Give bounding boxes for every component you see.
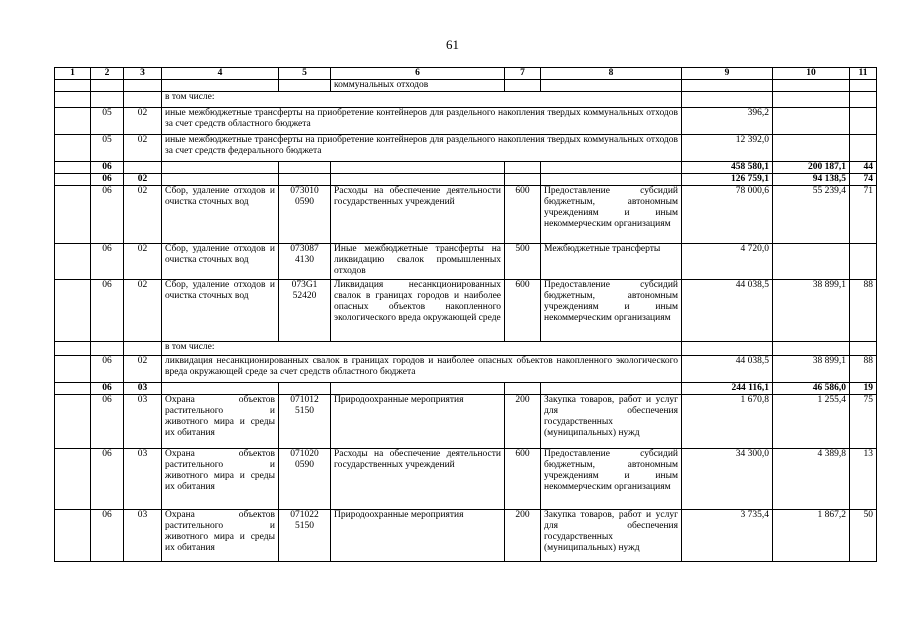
table-row: [55, 186, 877, 244]
table-row: [55, 92, 877, 108]
cell-value-9: 44 038,5: [682, 280, 773, 342]
cell-value-11: 44: [850, 162, 877, 174]
cell-purpose: Сбор, удаление отходов и очистка сточных вод: [162, 244, 279, 280]
cell-value-9: 396,2: [682, 108, 773, 135]
cell-value-10: 1 867,2: [773, 510, 850, 562]
cell-value-11: 13: [850, 449, 877, 510]
cell-code: 073G1 52420: [279, 280, 331, 342]
cell-section: 05: [91, 108, 124, 135]
cell-type: 600: [505, 449, 541, 510]
cell-value-9: 244 116,1: [682, 383, 773, 395]
cell-value-11: 88: [850, 356, 877, 383]
cell-subsection: 02: [124, 186, 162, 244]
cell-value-11: 71: [850, 186, 877, 244]
table-row: [55, 162, 877, 174]
cell-purpose: Сбор, удаление отходов и очистка сточных вод: [162, 186, 279, 244]
cell-value-10: 55 239,4: [773, 186, 850, 244]
cell-value-11: 88: [850, 280, 877, 342]
cell-section: 06: [91, 186, 124, 244]
row-text: в том числе:: [162, 342, 682, 356]
cell-value-9: 12 392,0: [682, 135, 773, 162]
cell-type-name: Закупка товаров, работ и услуг для обеспечения государственных (муниципальных) нужд: [541, 510, 682, 562]
cell-type: 200: [505, 395, 541, 449]
cell-value-10: 1 255,4: [773, 395, 850, 449]
row-text: в том числе:: [162, 92, 682, 108]
header-cell: 1: [55, 68, 91, 80]
cell-value-9: 34 300,0: [682, 449, 773, 510]
cell-subsection: 02: [124, 356, 162, 383]
page-number: 61: [446, 37, 459, 52]
cell-value-9: 1 670,8: [682, 395, 773, 449]
cell-code: 071022 5150: [279, 510, 331, 562]
cell-value-9: 3 735,4: [682, 510, 773, 562]
cell-section: 06: [91, 395, 124, 449]
table-row: [55, 449, 877, 510]
row-text: иные межбюджетные трансферты на приобретение контейнеров для раздельного накопления твердых коммунальных отходов за счет средств федерального бюджета: [162, 135, 682, 162]
header-cell: 10: [773, 68, 850, 80]
cell-expense: Природоохранные мероприятия: [331, 510, 505, 562]
cell-type: 200: [505, 510, 541, 562]
cell-expense: Расходы на обеспечение деятельности государственных учреждений: [331, 449, 505, 510]
header-cell: 11: [850, 68, 877, 80]
cell-value-9: 126 759,1: [682, 174, 773, 186]
cell-section: 06: [91, 244, 124, 280]
cell-subsection: 03: [124, 395, 162, 449]
table-row: [55, 280, 877, 342]
cell-value-9: 4 720,0: [682, 244, 773, 280]
cell-expense: Ликвидация несанкционированных свалок в границах городов и наиболее опасных объектов накопленного экологического вреда окружающей среде: [331, 280, 505, 342]
header-cell: 2: [91, 68, 124, 80]
table-row: [55, 395, 877, 449]
cell-section: 06: [91, 174, 124, 186]
cell-value-9: 458 580,1: [682, 162, 773, 174]
cell-section: 06: [91, 510, 124, 562]
table-row: [55, 135, 877, 162]
cell-subsection: 02: [124, 108, 162, 135]
cell-type-name: Предоставление субсидий бюджетным, автономным учреждениям и иным некоммерческим организациям: [541, 186, 682, 244]
cell-section: 06: [91, 356, 124, 383]
cell-code: 073010 0590: [279, 186, 331, 244]
table-row: [55, 383, 877, 395]
cell-section: 06: [91, 449, 124, 510]
row-text: иные межбюджетные трансферты на приобретение контейнеров для раздельного накопления твердых коммунальных отходов за счет средств областного бюджета: [162, 108, 682, 135]
cell-value-10: 46 586,0: [773, 383, 850, 395]
cell-section: 06: [91, 162, 124, 174]
header-cell: 4: [162, 68, 279, 80]
cell-subsection: 03: [124, 383, 162, 395]
table-row: [55, 80, 877, 92]
header-cell: 6: [331, 68, 505, 80]
cell-subsection: 02: [124, 135, 162, 162]
cell-purpose: Сбор, удаление отходов и очистка сточных вод: [162, 280, 279, 342]
cell-value-11: 74: [850, 174, 877, 186]
cell-subsection: 02: [124, 280, 162, 342]
cell-value-9: 78 000,6: [682, 186, 773, 244]
cell-section: 06: [91, 383, 124, 395]
cell-value-10: 200 187,1: [773, 162, 850, 174]
header-cell: 5: [279, 68, 331, 80]
cell-section: 05: [91, 135, 124, 162]
cell-type-name: Межбюджетные трансферты: [541, 244, 682, 280]
header-cell: 7: [505, 68, 541, 80]
cell-type-name: Предоставление субсидий бюджетным, автономным учреждениям и иным некоммерческим организациям: [541, 449, 682, 510]
cell-value-11: 50: [850, 510, 877, 562]
cell-subsection: 03: [124, 510, 162, 562]
row-text: ликвидация несанкционированных свалок в границах городов и наиболее опасных объектов накопленного экологического вреда окружающей среде за счет средств областного бюджета: [162, 356, 682, 383]
table-header-row: [55, 68, 877, 80]
table-row: [55, 174, 877, 186]
cell-subsection: 02: [124, 174, 162, 186]
header-cell: 3: [124, 68, 162, 80]
cell-value-11: 75: [850, 395, 877, 449]
cell-type: 500: [505, 244, 541, 280]
cell-subsection: 02: [124, 244, 162, 280]
cell-purpose: Охрана объектов растительного и животного мира и среды их обитания: [162, 395, 279, 449]
cell-value-10: 38 899,1: [773, 280, 850, 342]
row-text: коммунальных отходов: [331, 80, 505, 92]
header-cell: 8: [541, 68, 682, 80]
cell-subsection: 03: [124, 449, 162, 510]
table-row: [55, 244, 877, 280]
cell-value-10: 4 389,8: [773, 449, 850, 510]
cell-type: 600: [505, 280, 541, 342]
budget-table: [54, 67, 877, 562]
cell-purpose: Охрана объектов растительного и животного мира и среды их обитания: [162, 510, 279, 562]
cell-expense: Иные межбюджетные трансферты на ликвидацию свалок промышленных отходов: [331, 244, 505, 280]
cell-type: 600: [505, 186, 541, 244]
cell-expense: Природоохранные мероприятия: [331, 395, 505, 449]
cell-value-11: 19: [850, 383, 877, 395]
table-row: [55, 342, 877, 356]
table-row: [55, 108, 877, 135]
cell-value-10: 38 899,1: [773, 356, 850, 383]
cell-type-name: Закупка товаров, работ и услуг для обеспечения государственных (муниципальных) нужд: [541, 395, 682, 449]
cell-value-10: 94 138,5: [773, 174, 850, 186]
cell-code: 073087 4130: [279, 244, 331, 280]
cell-code: 071012 5150: [279, 395, 331, 449]
cell-value-9: 44 038,5: [682, 356, 773, 383]
cell-type-name: Предоставление субсидий бюджетным, автономным учреждениям и иным некоммерческим организациям: [541, 280, 682, 342]
cell-section: 06: [91, 280, 124, 342]
table-row: [55, 356, 877, 383]
cell-code: 071020 0590: [279, 449, 331, 510]
header-cell: 9: [682, 68, 773, 80]
table-row: [55, 510, 877, 562]
cell-purpose: Охрана объектов растительного и животного мира и среды их обитания: [162, 449, 279, 510]
cell-expense: Расходы на обеспечение деятельности государственных учреждений: [331, 186, 505, 244]
